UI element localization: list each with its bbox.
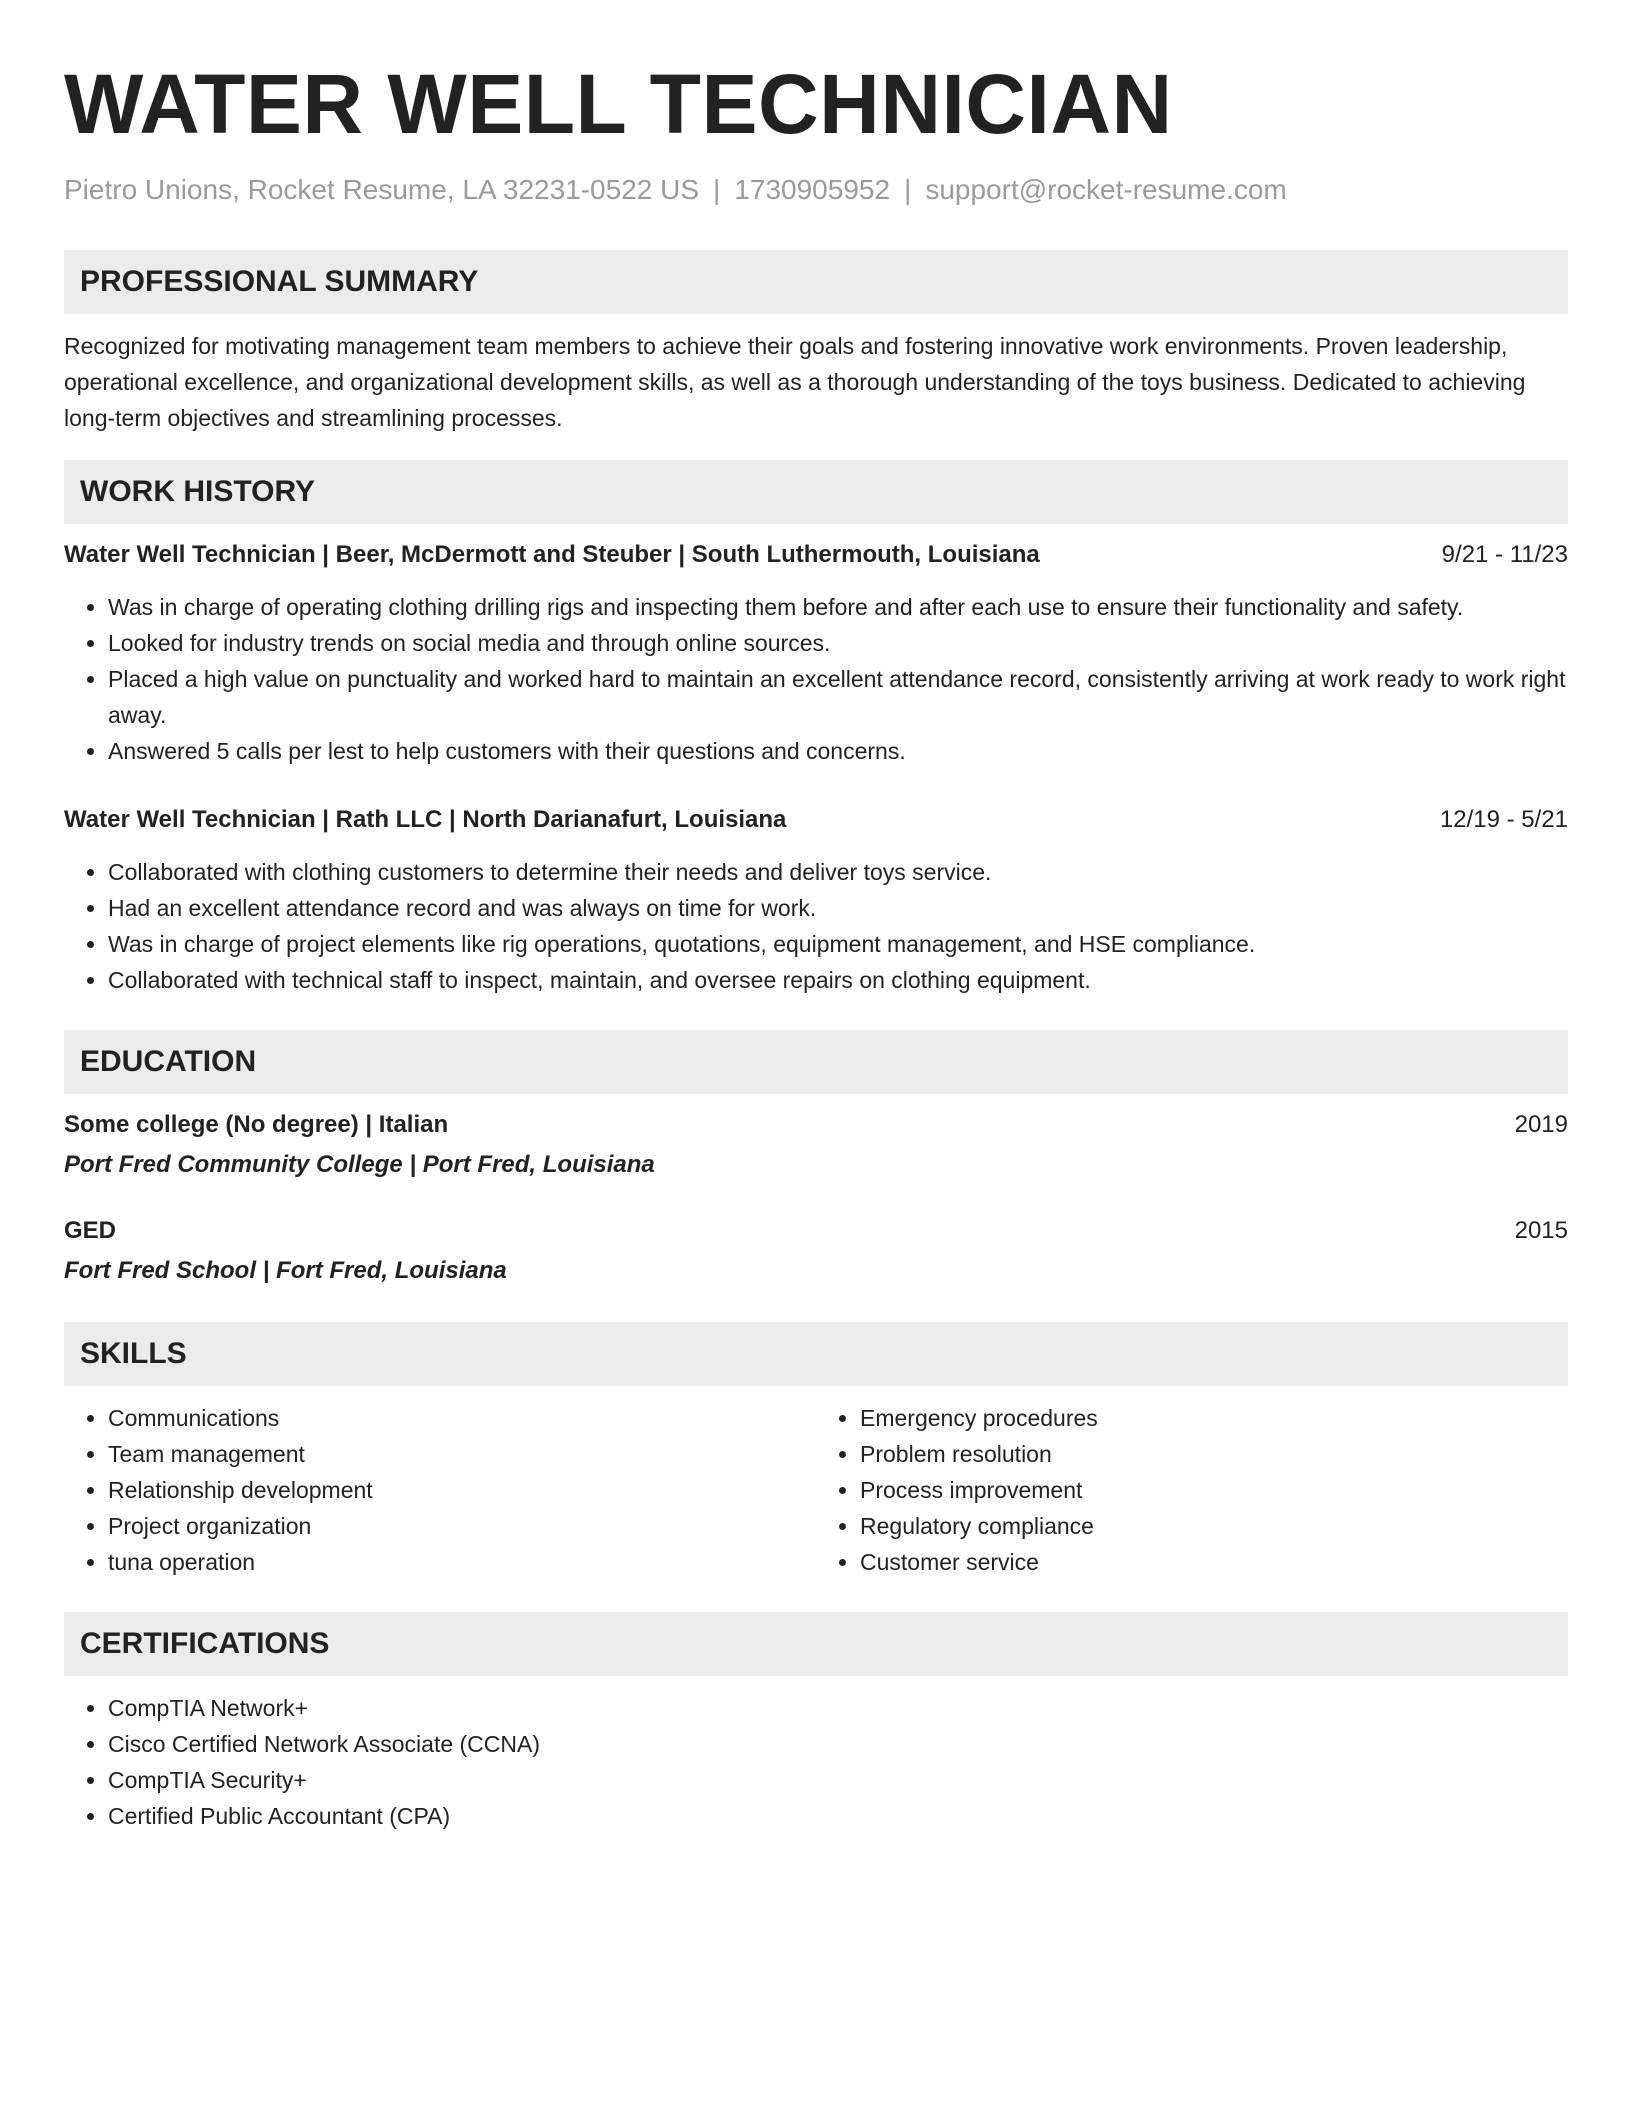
job-bullet: • Was in charge of project elements like rig operations, quotations, equipment management, and HSE compliance. <box>108 926 1568 962</box>
skill-item: • Team management <box>108 1436 816 1472</box>
education-header <box>64 1108 1568 1142</box>
education-degree: GED <box>64 1217 117 1244</box>
job-bullets <box>64 589 1568 769</box>
job-bullet: • Answered 5 calls per lest to help customers with their questions and concerns. <box>108 733 1568 769</box>
education-year: 2019 <box>1514 1111 1568 1138</box>
job-header <box>64 538 1568 572</box>
skill-item: • Customer service <box>860 1544 1568 1580</box>
skill-item: • tuna operation <box>108 1544 816 1580</box>
contact-separator: | <box>713 174 721 205</box>
summary-text: Recognized for motivating management team members to achieve their goals and fostering innovative work environments. Proven leadership, operational excellence, and organizational development skills, as well as a thorough understanding of the toys business. Dedicated to achieving long-term objectives and streamlining processes. <box>64 333 1526 431</box>
section-heading-certifications: CERTIFICATIONS <box>64 1612 1568 1676</box>
education-degree: Some college (No degree) | Italian <box>64 1111 449 1138</box>
education-header <box>64 1214 1568 1248</box>
certification-item: • Certified Public Accountant (CPA) <box>108 1798 1568 1834</box>
section-heading-summary: PROFESSIONAL SUMMARY <box>64 250 1568 314</box>
education-year: 2015 <box>1514 1217 1568 1244</box>
job-bullet: • Collaborated with technical staff to inspect, maintain, and oversee repairs on clothing equipment. <box>108 962 1568 998</box>
skill-item: • Problem resolution <box>860 1436 1568 1472</box>
contact-line <box>64 172 1568 208</box>
skill-item: • Communications <box>108 1400 816 1436</box>
section-heading-work-history: WORK HISTORY <box>64 460 1568 524</box>
job-bullet: • Placed a high value on punctuality and worked hard to maintain an excellent attendance record, consistently arriving at work ready to work right away. <box>108 661 1568 733</box>
contact-email[interactable]: support@rocket-resume.com <box>925 174 1287 205</box>
certifications-list <box>64 1690 1568 1834</box>
job-bullet: • Looked for industry trends on social media and through online sources. <box>108 625 1568 661</box>
skill-item: • Emergency procedures <box>860 1400 1568 1436</box>
skills-list-right <box>816 1400 1568 1580</box>
resume-title: WATER WELL TECHNICIAN <box>64 57 1173 151</box>
job-dates: 9/21 - 11/23 <box>1441 541 1568 568</box>
job-entry <box>64 803 1568 998</box>
skill-item: • Relationship development <box>108 1472 816 1508</box>
skill-item: • Process improvement <box>860 1472 1568 1508</box>
certification-item: • CompTIA Security+ <box>108 1762 1568 1798</box>
job-header <box>64 803 1568 837</box>
job-bullet: • Was in charge of operating clothing drilling rigs and inspecting them before and after each use to ensure their functionality and safety. <box>108 589 1568 625</box>
education-school: Fort Fred School | Fort Fred, Louisiana <box>64 1257 507 1284</box>
job-dates: 12/19 - 5/21 <box>1439 806 1568 833</box>
job-title: Water Well Technician | Beer, McDermott and Steuber | South Luthermouth, Louisiana <box>64 541 1040 568</box>
section-heading-education: EDUCATION <box>64 1030 1568 1094</box>
education-entry <box>64 1108 1568 1182</box>
education-entry <box>64 1214 1568 1288</box>
skill-item: • Regulatory compliance <box>860 1508 1568 1544</box>
job-bullet: • Had an excellent attendance record and was always on time for work. <box>108 890 1568 926</box>
skills-columns <box>64 1400 1568 1580</box>
job-entry <box>64 538 1568 769</box>
certification-item: • CompTIA Network+ <box>108 1690 1568 1726</box>
contact-address: Pietro Unions, Rocket Resume, LA 32231-0522 US <box>64 174 700 205</box>
education-school: Port Fred Community College | Port Fred, Louisiana <box>64 1151 655 1178</box>
contact-phone: 1730905952 <box>734 174 891 205</box>
section-heading-skills: SKILLS <box>64 1322 1568 1386</box>
job-bullets <box>64 854 1568 998</box>
certification-item: • Cisco Certified Network Associate (CCNA) <box>108 1726 1568 1762</box>
job-title: Water Well Technician | Rath LLC | North Darianafurt, Louisiana <box>64 806 787 833</box>
skills-list-left <box>64 1400 816 1580</box>
job-bullet: • Collaborated with clothing customers to determine their needs and deliver toys service. <box>108 854 1568 890</box>
contact-separator: | <box>904 174 912 205</box>
skill-item: • Project organization <box>108 1508 816 1544</box>
